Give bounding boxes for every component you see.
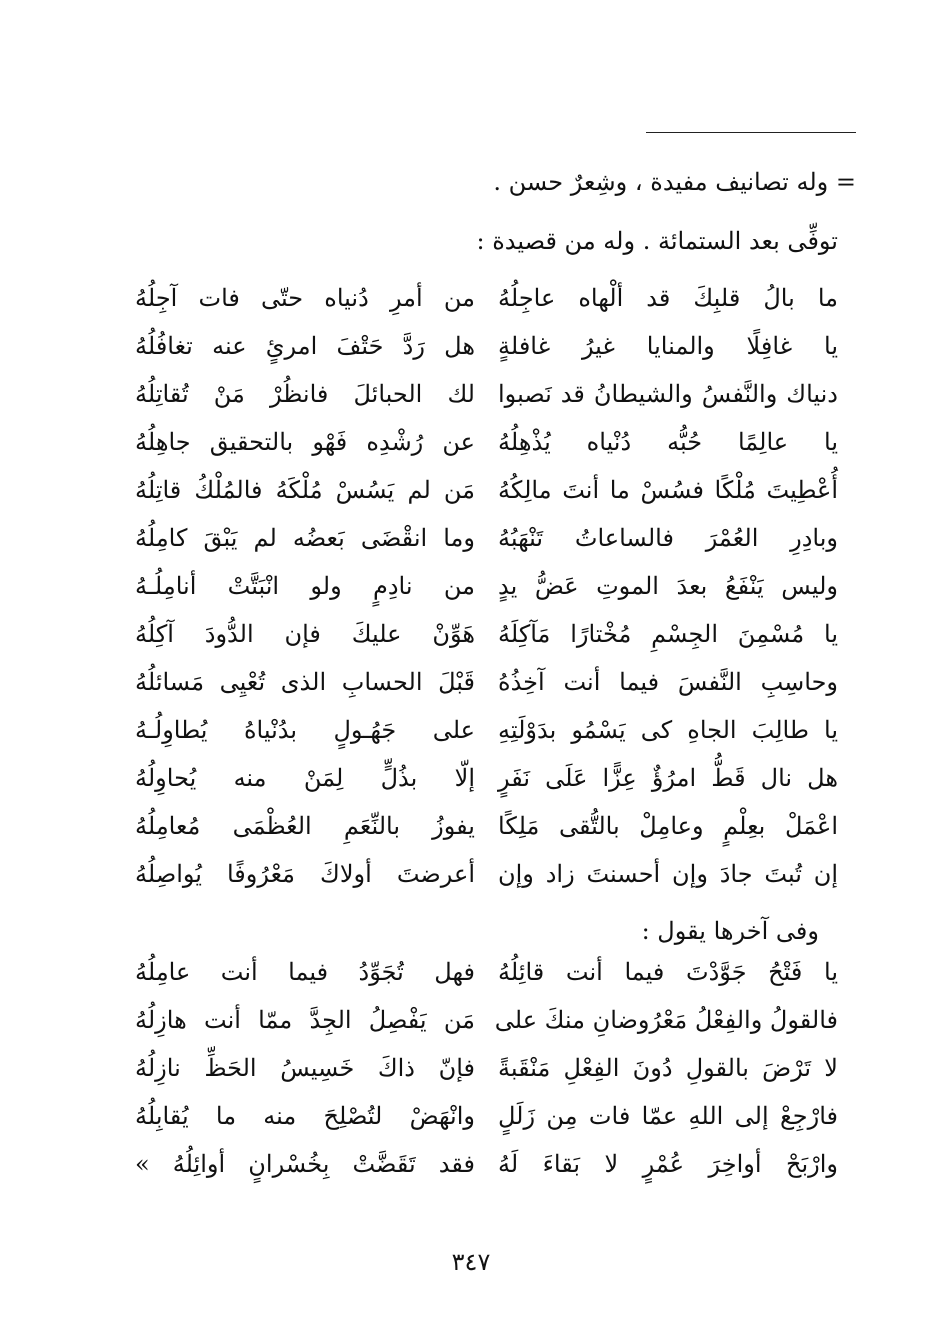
- hemistich-first: يا عالِمًا حُبُّه دُنْياه يُذْهِلُهُ: [498, 428, 838, 456]
- hemistich-second: يفوزُ بالنِّعَمِ العُظْمَى مُعامِلُهُ: [135, 812, 475, 840]
- verse: [0, 706, 942, 754]
- hemistich-first: دنياك والنَّفسُ والشيطانُ قد نَصبوا: [498, 380, 838, 408]
- hemistich-first: اعْمَلْ بعِلْمٍ وعامِلْ بالتُّقى مَلِكًا: [498, 812, 838, 840]
- hemistich-second: مَن لم يَسُسْ مُلْكَهُ فالمُلْكُ قاتِلُهُ: [135, 476, 475, 504]
- verse: [0, 996, 942, 1044]
- hemistich-second: أعرضتَ أولاكَ مَعْرُوفًا يُواصِلُهُ: [135, 860, 475, 888]
- hemistich-second: فهل تُجَوِّدُ فيما أنت عامِلُهُ: [135, 958, 475, 986]
- hemistich-first: يا غافِلًا والمنايا غيرُ غافلةٍ: [498, 332, 838, 360]
- hemistich-second: من أمرِ دُنياه حتّى فات آجِلُهُ: [135, 284, 475, 312]
- hemistich-second: وانْهَضْ لتُصْلِحَ منه ما يُقابِلُهُ: [135, 1102, 475, 1130]
- hemistich-second: من نادِمٍ ولو انْبَتَّتْ أنامِلُـهُ: [135, 572, 475, 600]
- verse: [0, 418, 942, 466]
- hemistich-first: وبادِرِ العُمْرَ فالساعاتُ تَنْهَبُهُ: [498, 524, 838, 552]
- hemistich-second: لك الحبائلَ فانظُرْ مَنْ تُقاتِلُهُ: [135, 380, 475, 408]
- hemistich-second: هل رَدَّ حَتْفَ امرئٍ عنه تغافُلُهُ: [135, 332, 475, 360]
- hemistich-first: فالقولُ والفِعْلُ مَعْرُوضانِ منكَ على: [494, 1006, 838, 1034]
- hemistich-first: وحاسِبِ النَّفسَ فيما أنت آخِذُهُ: [498, 668, 838, 696]
- hemistich-second: فإنّ ذاكَ خَسِيسُ الحَظِّ نازِلُهُ: [135, 1054, 475, 1082]
- verse: [0, 850, 942, 898]
- hemistich-second: عن رُشْدِه فَهْو بالتحقيق جاهِلُهُ: [135, 428, 475, 456]
- hemistich-second: وما انقْضَى بَعضُه لم يَبْقَ كامِلُهُ: [135, 524, 475, 552]
- verse: [0, 610, 942, 658]
- hemistich-first: يا مُسْمِنَ الجِسْمِ مُخْتارًا مَآكِلَهُ: [498, 620, 838, 648]
- verse: [0, 1044, 942, 1092]
- verse: [0, 466, 942, 514]
- hemistich-first: هل نال قَطُّ امرُؤٌ عِزًّا عَلَى نَفَرٍ: [498, 764, 838, 792]
- hemistich-first: وارْبَحْ أواخِرَ عُمْرٍ لا بَقاءَ لَهُ: [498, 1150, 838, 1178]
- verse: [0, 370, 942, 418]
- verse: [0, 1140, 942, 1188]
- hemistich-first: ما بالُ قلبِكَ قد ألْهاه عاجِلُهُ: [498, 284, 838, 312]
- hemistich-first: لا تَرْضَ بالقولِ دُونَ الفِعْلِ مَنْقَبةً: [498, 1054, 838, 1082]
- verse: [0, 562, 942, 610]
- footnote-line-1: = وله تصانيف مفيدة ، وشِعرٌ حسن .: [493, 168, 856, 196]
- hemistich-second: مَن يَفْصِلُ الجِدَّ ممّا أنت هازِلُهُ: [135, 1006, 475, 1034]
- hemistich-second: قَبْلَ الحسابِ الذى تُعْيِى مَسائلُهُ: [135, 668, 475, 696]
- hemistich-first: أُعْطِيتَ مُلْكًا فسُسْ ما أنتَ مالِكُهُ: [498, 476, 838, 504]
- verse: [0, 1092, 942, 1140]
- hemistich-second: على جَهُـولٍ بدُنْياهُ يُطاوِلُـهُ: [135, 716, 475, 744]
- verse: [0, 802, 942, 850]
- hemistich-first: يا طالِبَ الجاهِ كى يَسْمُو بدَوْلَتِهِ: [498, 716, 838, 744]
- verse: [0, 754, 942, 802]
- hemistich-second: إلّا بذُلٍّ لِمَنْ منه يُحاوِلُهُ: [135, 764, 475, 792]
- verse: [0, 274, 942, 322]
- footnote-rule: [646, 132, 856, 133]
- hemistich-first: يا فَتْحُ جَوَّدْتَ فيما أنت قائِلُهُ: [498, 958, 838, 986]
- hemistich-second: فقد تَقَضَّتْ بِخُسْرانٍ أوائِلُهُ »: [135, 1150, 475, 1178]
- verse: [0, 322, 942, 370]
- hemistich-first: إن تُبتَ جادَ وإن أحسنتَ زاد وإن: [498, 860, 838, 888]
- verse: [0, 514, 942, 562]
- page-number: ٣٤٧: [451, 1248, 491, 1276]
- hemistich-first: فارْجِعْ إلى اللهِ عمّا فات مِن زَلَلٍ: [498, 1102, 838, 1130]
- verse: [0, 658, 942, 706]
- hemistich-first: وليس يَنْفَعُ بعدَ الموتِ عَضُّ يدٍ: [498, 572, 838, 600]
- footnote-line-2: توفِّى بعد الستمائة . وله من قصيدة :: [476, 227, 838, 255]
- hemistich-second: هَوِّنْ عليكَ فإن الدُّودَ آكِلُهُ: [135, 620, 475, 648]
- verse: [0, 948, 942, 996]
- section-intro: وفى آخرها يقول :: [641, 917, 819, 945]
